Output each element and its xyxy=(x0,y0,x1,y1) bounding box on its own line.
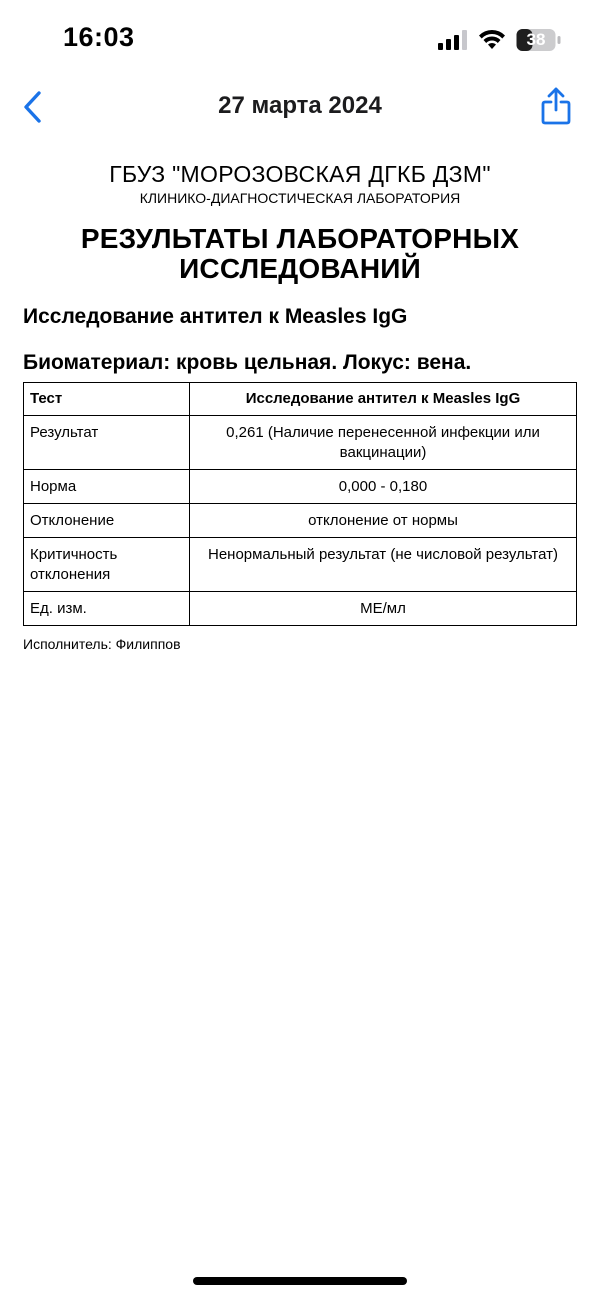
row-value-deviation: отклонение от нормы xyxy=(190,504,577,538)
table-row xyxy=(24,538,577,592)
status-time: 16:03 xyxy=(63,22,135,52)
row-value-norm: 0,000 - 0,180 xyxy=(190,470,577,504)
row-value-result: 0,261 (Наличие перенесенной инфекции или вакцинации) xyxy=(190,416,577,470)
laboratory-name: КЛИНИКО-ДИАГНОСТИЧЕСКАЯ ЛАБОРАТОРИЯ xyxy=(139,190,461,206)
nav-title: 27 марта 2024 xyxy=(218,92,382,119)
signal-icon xyxy=(438,30,468,50)
home-indicator[interactable] xyxy=(193,1277,407,1285)
row-label-units: Ед. изм. xyxy=(24,592,190,626)
table-header-value: Исследование антител к Measles IgG xyxy=(190,383,577,416)
table-header-label: Тест xyxy=(24,383,190,416)
report-title: РЕЗУЛЬТАТЫ ЛАБОРАТОРНЫХ ИССЛЕДОВАНИЙ xyxy=(80,223,520,284)
lab-report-document xyxy=(23,160,577,652)
study-name: Исследование антител к Measles IgG xyxy=(23,305,408,328)
table-row xyxy=(24,416,577,470)
row-label-deviation: Отклонение xyxy=(24,504,190,538)
executor-name: Исполнитель: Филиппов xyxy=(23,636,181,652)
row-value-units: МЕ/мл xyxy=(190,592,577,626)
share-icon[interactable] xyxy=(540,86,572,126)
battery-icon xyxy=(516,28,562,52)
status-bar xyxy=(0,0,600,80)
table-row xyxy=(24,592,577,626)
table-row xyxy=(24,470,577,504)
row-label-criticality: Критичность отклонения xyxy=(24,538,190,592)
organization-name: ГБУЗ "МОРОЗОВСКАЯ ДГКБ ДЗМ" xyxy=(109,161,491,187)
row-value-criticality: Ненормальный результат (не числовой результат) xyxy=(190,538,577,592)
battery-level: 38 xyxy=(526,30,546,49)
table-row xyxy=(24,504,577,538)
results-table xyxy=(23,382,577,626)
row-label-result: Результат xyxy=(24,416,190,470)
nav-bar xyxy=(0,80,600,136)
wifi-icon xyxy=(478,28,506,50)
row-label-norm: Норма xyxy=(24,470,190,504)
table-header-row xyxy=(24,383,577,416)
biomaterial-info: Биоматериал: кровь цельная. Локус: вена. xyxy=(23,351,472,374)
